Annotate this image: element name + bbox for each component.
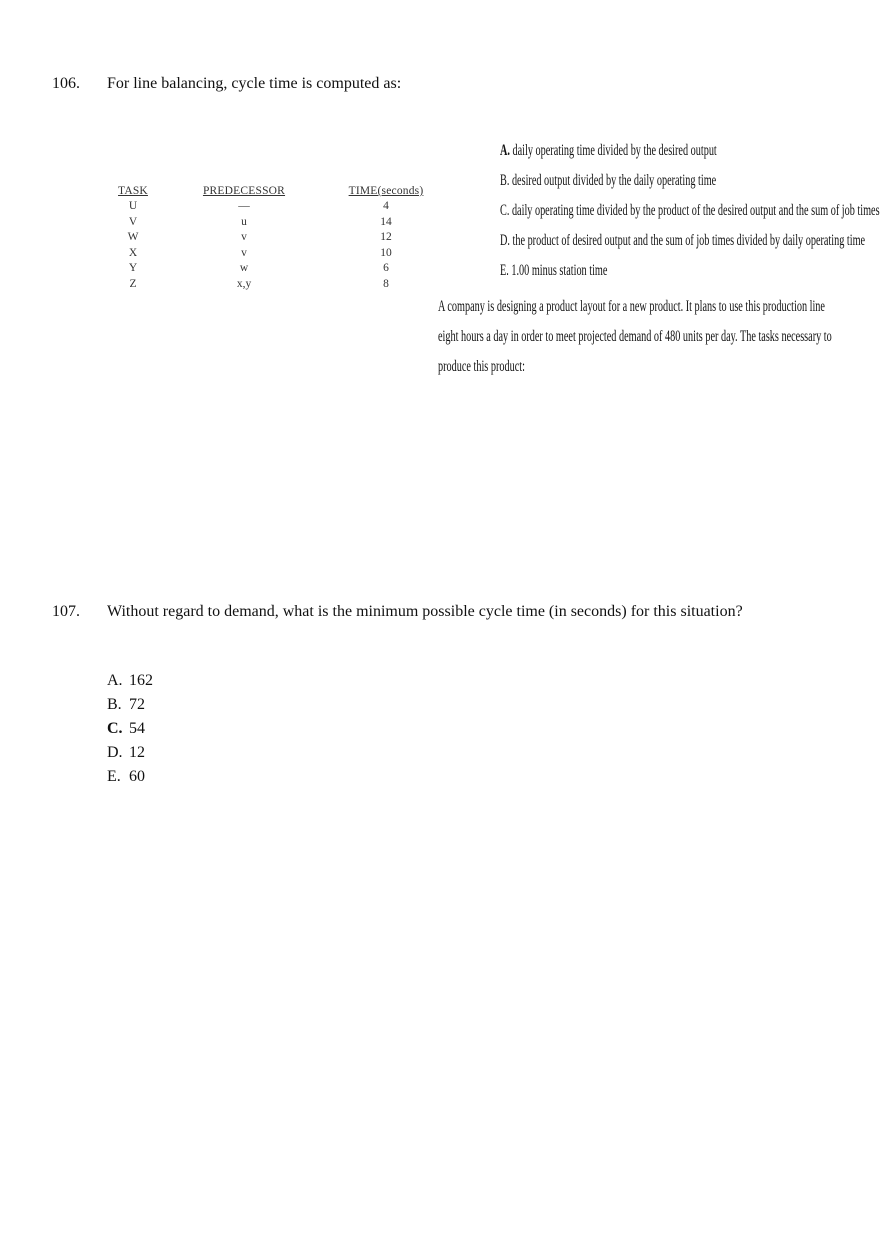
option-letter: E. [107,768,121,785]
table-row [108,261,442,277]
task-table-header [108,184,442,199]
question-107-number: 107. [52,603,80,620]
task-header: TASK [118,185,148,197]
q107-option-e [107,767,153,791]
q107-option-c [107,719,153,743]
option-text: 72 [129,696,145,713]
task-cell: U [128,200,138,212]
table-row [108,199,442,215]
time-cell: 14 [380,215,392,228]
time-cell: 6 [383,262,389,274]
option-letter: C. [500,202,510,219]
time-cell: 12 [380,231,392,243]
task-cell: X [128,246,138,259]
question-106-text: For line balancing, cycle time is computed as: [107,75,402,92]
time-cell: 10 [380,246,392,259]
predecessor-cell: — [238,200,250,212]
predecessor-cell: x,y [236,277,252,290]
option-letter: A. [107,672,123,689]
option-text: 12 [129,744,145,761]
q106-option-a [500,142,717,160]
option-letter: D. [107,744,123,761]
task-cell: W [127,231,139,243]
option-text: daily operating time divided by the desired output [512,142,717,159]
option-letter: A. [500,142,510,159]
q107-option-d [107,743,153,767]
option-text: 54 [129,720,145,737]
predecessor-cell: u [241,215,247,228]
option-letter: B. [500,172,510,189]
table-row [108,215,442,231]
q106-option-e [500,262,607,280]
question-107-text: Without regard to demand, what is the minimum possible cycle time (in seconds) for this situation? [107,603,743,620]
table-row [108,277,442,293]
option-letter: B. [107,696,122,713]
predecessor-cell: w [239,262,249,274]
option-letter: E. [500,262,509,279]
q107-answer-list [107,671,153,791]
q107-option-a [107,671,153,695]
option-text: daily operating time divided by the product of the desired output and the sum of job times [511,202,880,219]
option-letter: C. [107,720,123,737]
q106-option-c [500,202,880,220]
task-cell: Z [129,277,137,290]
time-cell: 4 [383,200,389,212]
q107-option-b [107,695,153,719]
task-table [108,184,442,292]
predecessor-header: PREDECESSOR [202,185,286,197]
question-106-number: 106. [52,75,80,92]
table-row [108,230,442,246]
option-letter: D. [500,232,510,249]
time-header: TIME(seconds) [348,185,424,197]
table-row [108,246,442,262]
predecessor-cell: v [241,246,247,259]
option-text: 162 [129,672,153,689]
q106-option-b [500,172,716,190]
option-text: 1.00 minus station time [511,262,608,279]
task-cell: V [128,215,138,228]
option-text: 60 [129,768,145,785]
task-cell: Y [128,262,138,274]
scenario-paragraph: A company is designing a product layout for a new product. It plans to use this production line eight hours a day in order to meet projected demand of 480 units per day. The tasks necessary to produce this product: [438,298,832,375]
option-text: the product of desired output and the sum of job times divided by daily operating time [512,232,866,249]
time-cell: 8 [383,277,389,290]
predecessor-cell: v [241,231,247,243]
q106-option-d [500,232,865,250]
option-text: desired output divided by the daily operating time [511,172,717,189]
